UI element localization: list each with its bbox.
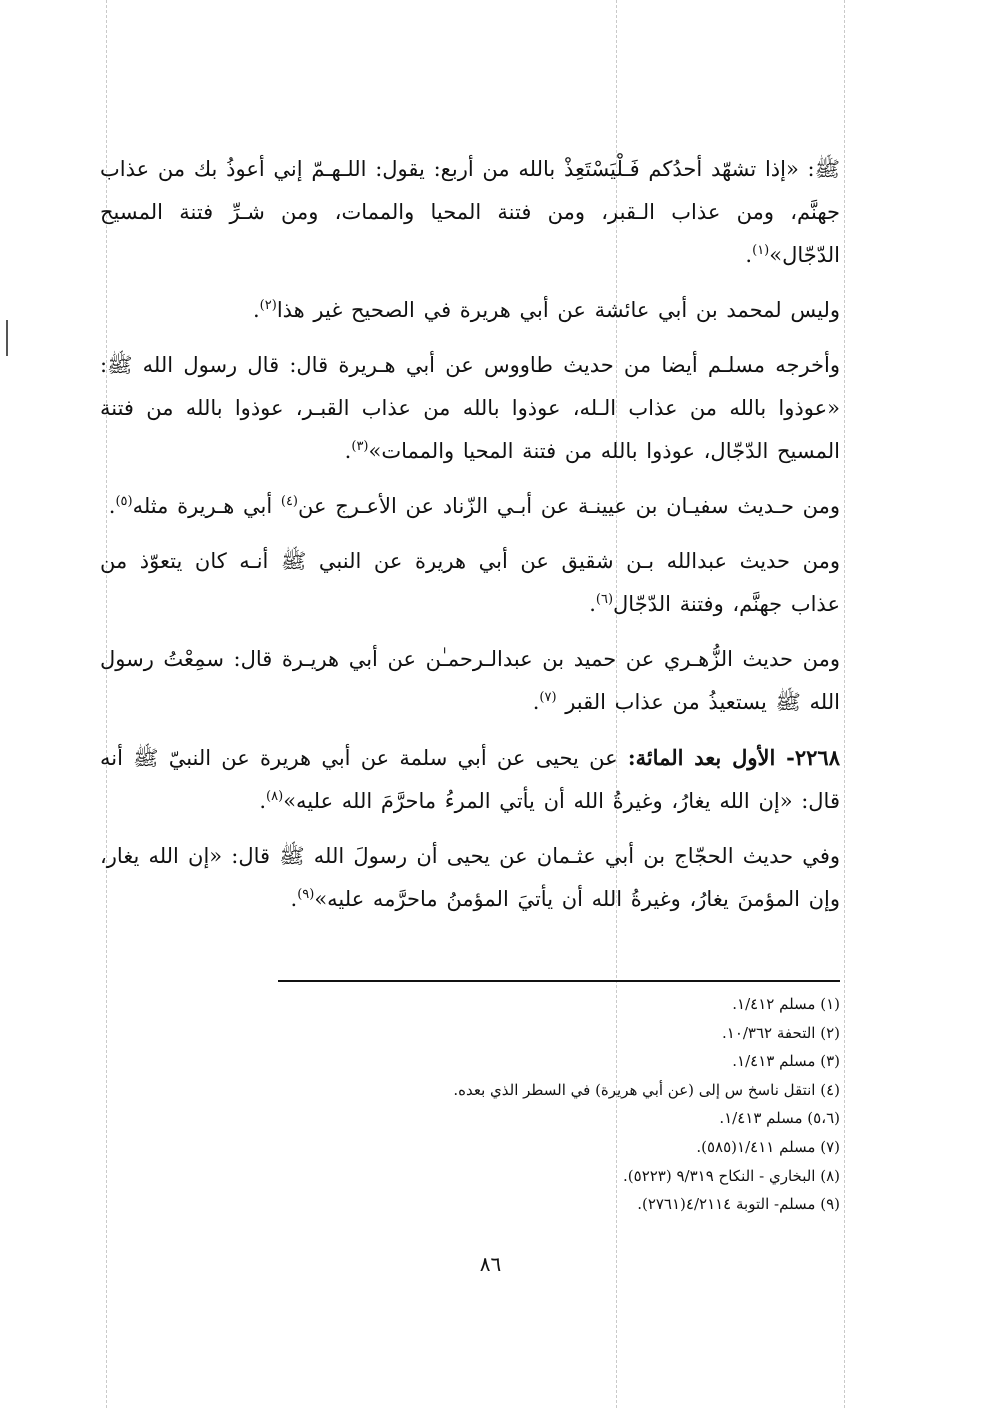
paragraph-3: وأخرجه مسلـم أيضا من حديث طاووس عن أبي هـريرة قال: قال رسول الله ﷺ: «عوذوا بالله من عذاب الـله، عوذوا بالله من عذاب القبـر، عوذوا بالله من فتنة المسيح الدّجّال، عوذوا بالله من فتنة المحيا والممات»$^{(٣)}$. xyxy=(100,353,840,463)
paragraph-1: ﷺ: «إذا تشهّد أحدُكم فَـلْيَسْتَعِذْ بالله من أربع: يقول: اللـهـمّ إني أعوذُ بك من عذاب جهنَّم، ومن عذاب الـقبر، ومن فتنة المحيا والممات، ومن شـرِّ فتنة المسيح الدّجّال»$^{(١)}$. xyxy=(100,157,840,267)
footnote-ref-2: (٢) xyxy=(259,298,277,313)
paragraph-5-text: ومن حديث عبدالله بـن شقيق عن أبي هريرة عن النبي ﷺ أنـه كان يتعوّذ من عذاب جهنَّم، وفتنة الدّجّال xyxy=(100,549,840,616)
paragraph-7: ٢٢٦٨- الأول بعد المائة: عن يحيى عن أبي سلمة عن أبي هريرة عن النبيّ ﷺ أنه قال: «إن الله يغارُ، وغيرةُ الله أن يأتي المرءُ ماحرَّمَ الله عليه»$^{(٨)}$. xyxy=(100,745,840,813)
paragraph-2-text: وليس لمحمد بن أبي عائشة عن أبي هريرة في الصحيح غير هذا xyxy=(276,298,840,322)
paragraph-4-text-b: أبي هـريرة مثله xyxy=(132,494,273,518)
footnote-ref-4: (٤) xyxy=(280,494,298,509)
footnote-1: (١) مسلم ١/٤١٢. xyxy=(732,995,840,1013)
footnote-ref-5: (٥) xyxy=(115,494,133,509)
paragraph-2: وليس لمحمد بن أبي عائشة عن أبي هريرة في الصحيح غير هذا$^{(٢)}$. xyxy=(252,298,840,322)
hadith-number: ٢٢٦٨- الأول بعد المائة: xyxy=(627,745,840,770)
footnote-separator xyxy=(278,980,840,982)
footnote-ref-6: (٦) xyxy=(595,592,614,607)
paragraph-6: ومن حديث الزُّهـري عن حميد بن عبدالـرحمـٰن عن أبي هريـرة قال: سمِعْتُ رسول الله ﷺ يستعيذُ من عذاب القبر $^{(٧)}$. xyxy=(100,647,840,714)
footnote-4: (٤) انتقل ناسخ س إلى (عن أبي هريرة) في السطر الذي بعده. xyxy=(453,1080,840,1099)
footnote-9: (٩) مسلم- التوبة ٤/٢١١٤(٢٧٦١). xyxy=(637,1195,840,1214)
paragraph-8-text: وفي حديث الحجّاج بن أبي عثـمان عن يحيى أن رسولَ الله ﷺ قال: «إن الله يغار، وإن المؤمنَ يغارُ، وغيرةُ الله أن يأتيَ المؤمنُ ماحرَّمه عليه» xyxy=(100,844,840,911)
footnote-ref-9: (٩) xyxy=(297,887,315,902)
footnote-2: (٢) التحفة ١٠/٣٦٢. xyxy=(721,1023,840,1042)
paragraph-1-text: ﷺ: «إذا تشهّد أحدُكم فَـلْيَسْتَعِذْ بالله من أربع: يقول: اللـهـمّ إني أعوذُ بك من عذاب جهنَّم، ومن عذاب الـقبر، ومن فتنة المحيا والممات، ومن شـرِّ فتنة المسيح الدّجّال» xyxy=(100,157,840,267)
paragraph-7-text: عن يحيى عن أبي سلمة عن أبي هريرة عن النبيّ ﷺ أنه قال: «إن الله يغارُ، وغيرةُ الله أن يأتي المرءُ ماحرَّمَ الله عليه» xyxy=(100,746,840,813)
footnote-3: (٣) مسلم ١/٤١٣. xyxy=(732,1052,840,1071)
footnote-ref-3: (٣) xyxy=(351,439,369,454)
footnote-ref-7: (٧) xyxy=(539,690,557,705)
scan-edge-mark xyxy=(6,320,8,356)
page-number: ٨٦ xyxy=(479,1252,502,1276)
footnote-ref-8: (٨) xyxy=(266,789,284,804)
margin-guide-right xyxy=(844,0,845,1408)
paragraph-8: وفي حديث الحجّاج بن أبي عثـمان عن يحيى أن رسولَ الله ﷺ قال: «إن الله يغار، وإن المؤمنَ يغارُ، وغيرةُ الله أن يأتيَ المؤمنُ ماحرَّمه عليه»$^{(٩)}$. xyxy=(100,844,840,911)
footnote-7: (٧) مسلم ١/٤١١(٥٨٥). xyxy=(696,1137,840,1156)
footnotes xyxy=(100,990,840,1219)
paragraph-4: ومن حـديث سفيـان بن عيينـة عن أبـي الزّناد عن الأعـرج عن$^{(٤)}$ أبي هـريرة مثله$^{(٥)}$. xyxy=(108,494,840,518)
footnote-ref-1: (١) xyxy=(752,243,770,258)
paragraph-4-text-a: ومن حـديث سفيـان بن عيينـة عن أبـي الزّناد عن الأعـرج عن xyxy=(298,494,840,518)
paragraph-5: ومن حديث عبدالله بـن شقيق عن أبي هريرة عن النبي ﷺ أنـه كان يتعوّذ من عذاب جهنَّم، وفتنة الدّجّال$^{(٦)}$. xyxy=(100,549,840,616)
paragraph-6-text: ومن حديث الزُّهـري عن حميد بن عبدالـرحمـٰن عن أبي هريـرة قال: سمِعْتُ رسول الله ﷺ يستعيذُ من عذاب القبر xyxy=(100,647,840,714)
footnote-8: (٨) البخاري - النكاح ٩/٣١٩ (٥٢٢٣). xyxy=(623,1166,840,1185)
paragraph-3-text: وأخرجه مسلـم أيضا من حديث طاووس عن أبي هـريرة قال: قال رسول الله ﷺ: «عوذوا بالله من عذاب الـله، عوذوا بالله من عذاب القبـر، عوذوا بالله من فتنة المسيح الدّجّال، عوذوا بالله من فتنة المحيا والممات» xyxy=(100,353,840,463)
main-text xyxy=(100,148,840,933)
footnote-5-6: (٥،٦) مسلم ١/٤١٣. xyxy=(719,1109,840,1128)
